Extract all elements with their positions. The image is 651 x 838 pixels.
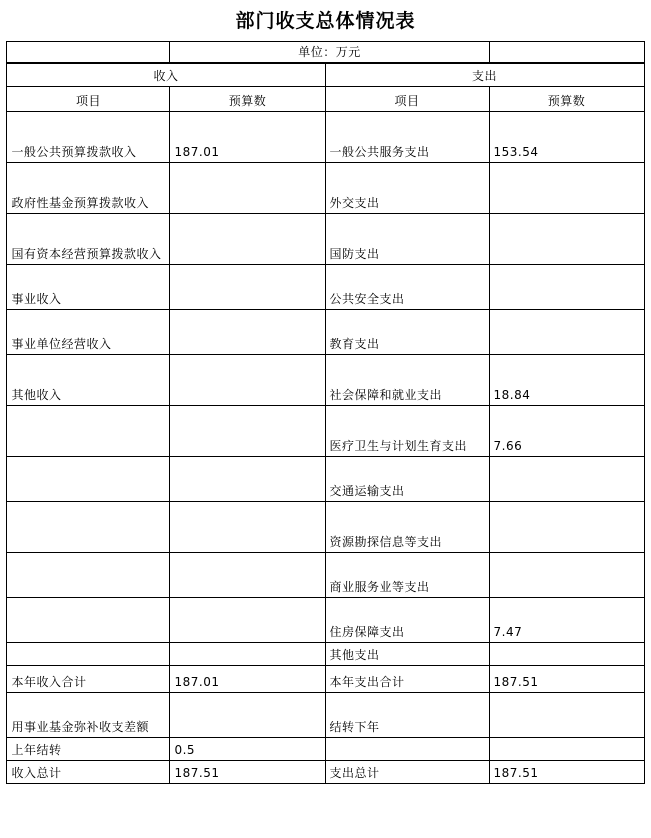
table-row — [7, 406, 644, 457]
income-item-value: 187.51 — [170, 761, 325, 784]
income-item-label — [7, 457, 170, 502]
income-item-label: 政府性基金预算拨款收入 — [7, 163, 170, 214]
expense-item-value — [489, 310, 644, 355]
expense-item-label: 教育支出 — [325, 310, 489, 355]
income-item-value — [170, 553, 325, 598]
income-item-value: 0.5 — [170, 738, 325, 761]
unit-spacer-right — [489, 42, 644, 63]
expense-item-value — [489, 214, 644, 265]
group-header-row — [7, 64, 644, 87]
page-title: 部门收支总体情况表 — [235, 10, 416, 32]
income-item-value — [170, 310, 325, 355]
income-item-value — [170, 214, 325, 265]
expense-item-value: 18.84 — [489, 355, 644, 406]
income-item-label — [7, 502, 170, 553]
income-item-label — [7, 406, 170, 457]
expense-group-header: 支出 — [325, 64, 644, 87]
table-row — [7, 502, 644, 553]
income-item-value — [170, 265, 325, 310]
expense-item-value: 153.54 — [489, 112, 644, 163]
expense-item-header: 项目 — [325, 87, 489, 112]
table-row — [7, 738, 644, 761]
table-row — [7, 666, 644, 693]
expense-item-value: 187.51 — [489, 666, 644, 693]
income-item-value — [170, 693, 325, 738]
income-item-value — [170, 406, 325, 457]
income-item-label: 其他收入 — [7, 355, 170, 406]
unit-row — [7, 42, 644, 63]
income-item-value: 187.01 — [170, 666, 325, 693]
expense-item-label — [325, 738, 489, 761]
column-header-row — [7, 87, 644, 112]
income-item-label — [7, 553, 170, 598]
income-item-label: 本年收入合计 — [7, 666, 170, 693]
expense-budget-header: 预算数 — [489, 87, 644, 112]
income-item-value: 187.01 — [170, 112, 325, 163]
expense-item-label: 公共安全支出 — [325, 265, 489, 310]
income-item-label — [7, 643, 170, 666]
expense-item-label: 结转下年 — [325, 693, 489, 738]
income-item-value — [170, 643, 325, 666]
unit-spacer-left — [7, 42, 170, 63]
expense-item-value — [489, 693, 644, 738]
table-row — [7, 355, 644, 406]
expense-item-label: 其他支出 — [325, 643, 489, 666]
income-item-label: 上年结转 — [7, 738, 170, 761]
budget-table — [6, 63, 644, 784]
income-item-value — [170, 163, 325, 214]
expense-item-value — [489, 502, 644, 553]
table-row — [7, 112, 644, 163]
income-item-label: 收入总计 — [7, 761, 170, 784]
expense-item-label: 商业服务业等支出 — [325, 553, 489, 598]
unit-label: 单位：万元 — [170, 42, 489, 63]
expense-item-value — [489, 738, 644, 761]
expense-item-value — [489, 265, 644, 310]
table-row — [7, 163, 644, 214]
table-row — [7, 693, 644, 738]
income-item-value — [170, 598, 325, 643]
table-row — [7, 553, 644, 598]
income-item-label: 事业收入 — [7, 265, 170, 310]
expense-item-label: 资源勘探信息等支出 — [325, 502, 489, 553]
expense-item-label: 国防支出 — [325, 214, 489, 265]
expense-item-label: 社会保障和就业支出 — [325, 355, 489, 406]
income-item-header: 项目 — [7, 87, 170, 112]
expense-item-value: 7.66 — [489, 406, 644, 457]
expense-item-label: 外交支出 — [325, 163, 489, 214]
income-item-label: 用事业基金弥补收支差额 — [7, 693, 170, 738]
table-row — [7, 265, 644, 310]
expense-item-value: 187.51 — [489, 761, 644, 784]
expense-item-label: 支出总计 — [325, 761, 489, 784]
expense-item-value — [489, 643, 644, 666]
table-row — [7, 643, 644, 666]
expense-item-label: 医疗卫生与计划生育支出 — [325, 406, 489, 457]
expense-item-label: 一般公共服务支出 — [325, 112, 489, 163]
income-item-label: 事业单位经营收入 — [7, 310, 170, 355]
expense-item-value — [489, 553, 644, 598]
expense-item-value — [489, 163, 644, 214]
income-item-value — [170, 457, 325, 502]
income-group-header: 收入 — [7, 64, 325, 87]
expense-item-label: 本年支出合计 — [325, 666, 489, 693]
table-row — [7, 598, 644, 643]
expense-item-value — [489, 457, 644, 502]
expense-item-label: 住房保障支出 — [325, 598, 489, 643]
income-item-label: 国有资本经营预算拨款收入 — [7, 214, 170, 265]
income-item-value — [170, 502, 325, 553]
table-row — [7, 214, 644, 265]
income-item-label — [7, 598, 170, 643]
income-item-label: 一般公共预算拨款收入 — [7, 112, 170, 163]
income-budget-header: 预算数 — [170, 87, 325, 112]
table-row — [7, 761, 644, 784]
table-row — [7, 310, 644, 355]
expense-item-label: 交通运输支出 — [325, 457, 489, 502]
unit-table — [6, 41, 644, 63]
table-row — [7, 457, 644, 502]
expense-item-value: 7.47 — [489, 598, 644, 643]
income-item-value — [170, 355, 325, 406]
